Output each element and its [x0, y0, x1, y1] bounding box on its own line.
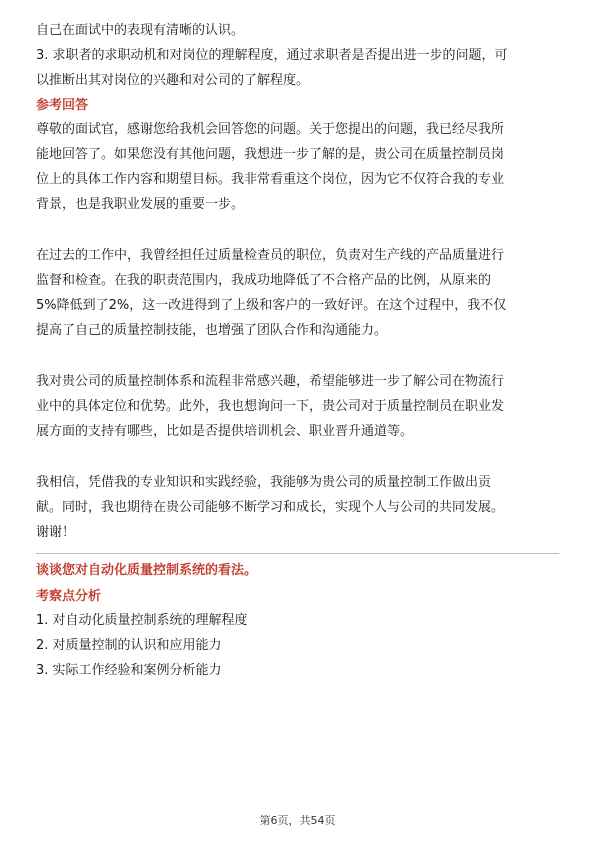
analysis-list	[36, 608, 559, 683]
paragraph-line: 在过去的工作中，我曾经担任过质量检查员的职位，负责对生产线的产品质量进行	[36, 248, 505, 263]
paragraph-line: 监督和检查。在我的职责范围内，我成功地降低了不合格产品的比例，从原来的	[36, 273, 492, 288]
analysis-item: 3. 实际工作经验和案例分析能力	[36, 663, 222, 678]
paragraph-line: 提高了自己的质量控制技能，也增强了团队合作和沟通能力。	[36, 323, 388, 338]
analysis-item: 2. 对质量控制的认识和应用能力	[36, 638, 222, 653]
answer-paragraph-1	[36, 117, 559, 217]
section-divider	[36, 553, 559, 554]
paragraph-line: 业中的具体定位和优势。此外，我也想询问一下，贵公司对于质量控制员在职业发	[36, 399, 505, 414]
analysis-item: 1. 对自动化质量控制系统的理解程度	[36, 613, 248, 628]
reference-answer-title: 参考回答	[36, 98, 89, 113]
paragraph-line: 谢谢！	[36, 525, 76, 540]
document-page	[36, 18, 559, 683]
paragraph-line: 背景，也是我职业发展的重要一步。	[36, 197, 245, 212]
analysis-title: 考察点分析	[36, 589, 102, 604]
intro-line: 自己在面试中的表现有清晰的认识。	[36, 23, 245, 38]
answer-paragraph-4	[36, 470, 559, 545]
paragraph-line: 我对贵公司的质量控制体系和流程非常感兴趣，希望能够进一步了解公司在物流行	[36, 374, 505, 389]
paragraph-line: 尊敬的面试官，感谢您给我机会回答您的问题。关于您提出的问题，我已经尽我所	[36, 122, 505, 137]
answer-paragraph-2	[36, 243, 559, 343]
paragraph-line: 能地回答了。如果您没有其他问题，我想进一步了解的是，贵公司在质量控制员岗	[36, 147, 505, 162]
paragraph-line: 展方面的支持有哪些，比如是否提供培训机会、职业晋升通道等。	[36, 424, 414, 439]
paragraph-line: 献。同时，我也期待在贵公司能够不断学习和成长，实现个人与公司的共同发展。	[36, 500, 505, 515]
answer-paragraph-3	[36, 369, 559, 444]
intro-line: 3. 求职者的求职动机和对岗位的理解程度，通过求职者是否提出进一步的问题，可	[36, 48, 508, 63]
paragraph-line: 位上的具体工作内容和期望目标。我非常看重这个岗位，因为它不仅符合我的专业	[36, 172, 505, 187]
page-number: 第6页，共54页	[259, 814, 336, 827]
paragraph-line: 我相信，凭借我的专业知识和实践经验，我能够为贵公司的质量控制工作做出贡	[36, 475, 492, 490]
question-heading: 谈谈您对自动化质量控制系统的看法。	[36, 563, 258, 578]
intro-block	[36, 18, 559, 93]
paragraph-line: 5%降低到了2%，这一改进得到了上级和客户的一致好评。在这个过程中，我不仅	[36, 298, 507, 313]
intro-line: 以推断出其对岗位的兴趣和对公司的了解程度。	[36, 73, 310, 88]
